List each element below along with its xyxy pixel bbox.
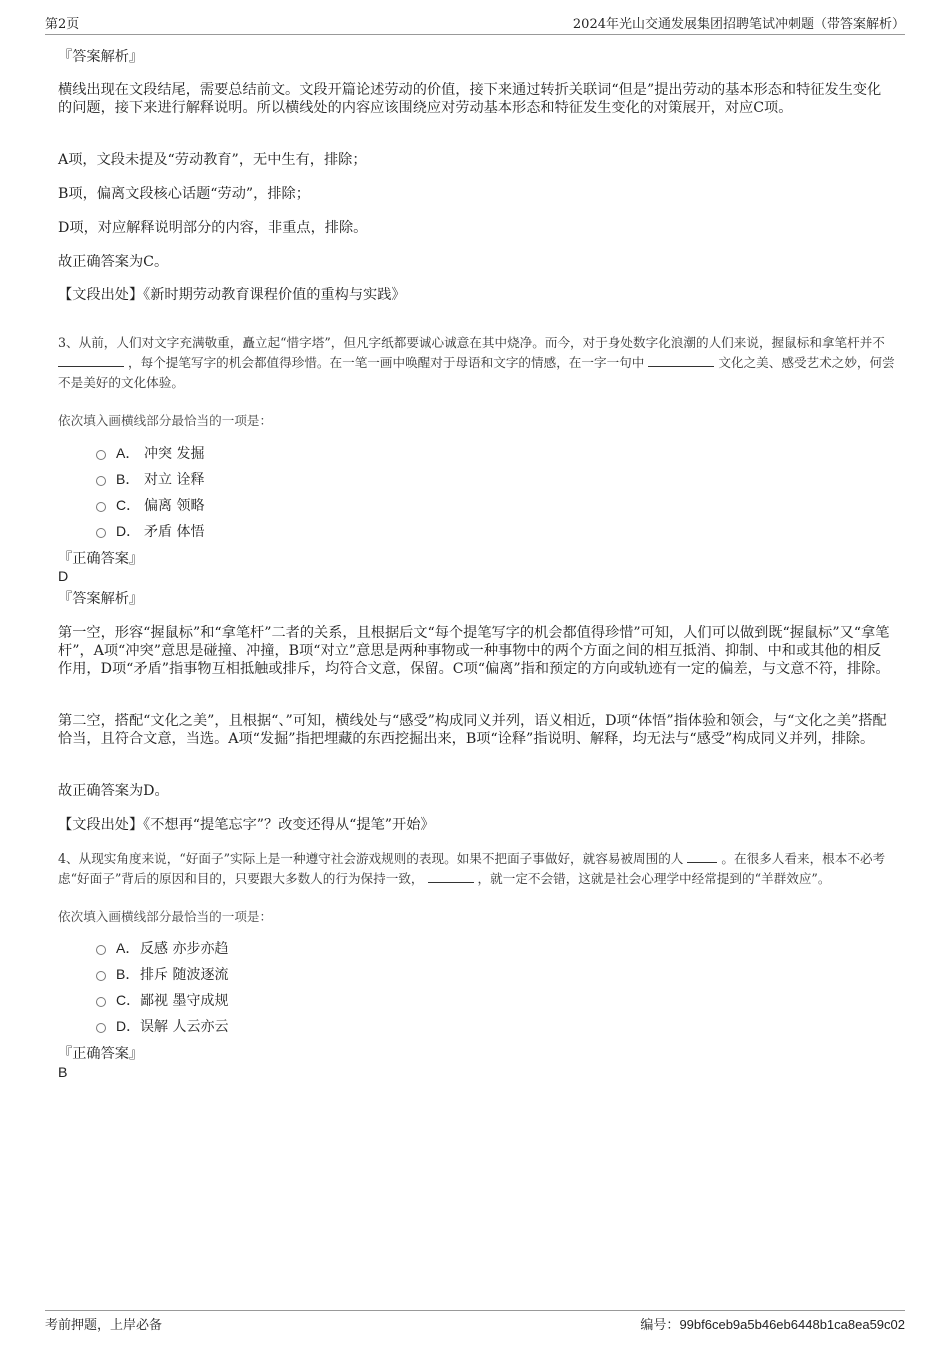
q3-text-part2: ，每个提笔写字的机会都值得珍惜。在一笔一画中唤醒对于母语和文字的情感，在一字一句中 bbox=[128, 355, 645, 370]
q3-conclusion: 故正确答案为D。 bbox=[58, 783, 169, 799]
q2-conclusion: 故正确答案为C。 bbox=[58, 254, 169, 270]
radio-icon[interactable] bbox=[96, 997, 106, 1007]
q3-answer-label: 『正确答案』 bbox=[58, 551, 144, 567]
q3-analysis-paragraph-2: 第二空，搭配“文化之美”，且根据“、”可知，横线处与“感受”构成同义并列，语义相近，D项“体悟”指体验和领会，与“文化之美”搭配恰当，且符合文意，当选。A项“发掘”指把埋藏的东西挖掘出来，B项“诠释”指说明、解释，均无法与“感受”构成同义并列，排除。 bbox=[58, 713, 887, 747]
q3-option-d[interactable]: D． 矛盾 体悟 bbox=[96, 518, 890, 544]
q2-analysis-paragraph: 横线出现在文段结尾，需要总结前文。文段开篇论述劳动的价值，接下来通过转折关联词“但是”提出劳动的基本形态和特征发生变化的问题，接下来进行解释说明。所以横线处的内容应该围绕应对劳动基本形态和特征发生变化的对策展开，对应C项。 bbox=[58, 82, 882, 116]
q3-analysis-paragraph-1: 第一空，形容“握鼠标”和“拿笔杆”二者的关系，且根据后文“每个提笔写字的机会都值得珍惜”可知，人们可以做到既“握鼠标”又“拿笔杆”，A项“冲突”意思是碰撞、冲撞，B项“对立”意思是两种事物或一种事物中的两个方面之间的相互抵消、抑制、中和或其他的相反作用，D项“矛盾”指事物互相抵触或排斥，均符合文意，保留。C项“偏离”指和预定的方向或轨迹有一定的偏差，与文意不符，排除。 bbox=[58, 625, 890, 677]
q2-source: 【文段出处】《新时期劳动教育课程价值的重构与实践》 bbox=[58, 287, 406, 303]
q3-text-part3: 文化之美、感受艺术之妙，何尝不是美好的文化体验。 bbox=[58, 355, 895, 390]
radio-icon[interactable] bbox=[96, 450, 106, 460]
radio-icon[interactable] bbox=[96, 945, 106, 955]
page-header bbox=[45, 12, 905, 35]
q4-text-part2: 。在很多人看来，根本不必考虑“好面子”背后的原因和目的，只要跟大多数人的行为保持一致， bbox=[58, 851, 886, 886]
q3-prompt: 依次填入画横线部分最恰当的一项是： bbox=[58, 413, 273, 428]
q3-blank-2 bbox=[648, 354, 714, 367]
q4-option-c[interactable]: C． 鄙视 墨守成规 bbox=[96, 987, 890, 1013]
q4-text-part3: ，就一定不会错，这就是社会心理学中经常提到的“羊群效应”。 bbox=[477, 871, 831, 886]
radio-icon[interactable] bbox=[96, 971, 106, 981]
q2-analysis-label: 『答案解析』 bbox=[58, 49, 144, 65]
q4-option-d[interactable]: D． 误解 人云亦云 bbox=[96, 1013, 890, 1039]
document-code: 编号：99bf6ceb9a5b46eb6448b1ca8ea59c02 bbox=[640, 1317, 905, 1333]
radio-icon[interactable] bbox=[96, 528, 106, 538]
radio-icon[interactable] bbox=[96, 1023, 106, 1033]
radio-icon[interactable] bbox=[96, 502, 106, 512]
q2-analysis-option-a: A项，文段未提及“劳动教育”，无中生有，排除； bbox=[58, 152, 367, 168]
q3-option-b[interactable]: B． 对立 诠释 bbox=[96, 466, 890, 492]
q2-analysis-option-b: B项，偏离文段核心话题“劳动”，排除； bbox=[58, 186, 310, 202]
q3-blank-1 bbox=[58, 354, 124, 367]
q4-answer: B bbox=[58, 1065, 68, 1081]
q3-analysis-label: 『答案解析』 bbox=[58, 591, 144, 607]
q3-options bbox=[58, 440, 890, 544]
q3-text-part1: 3、从前，人们对文字充满敬重，矗立起“惜字塔”，但凡字纸都要诚心诚意在其中烧净。而今，对于身处数字化浪潮的人们来说，握鼠标和拿笔杆并不 bbox=[58, 335, 885, 350]
q4-option-a[interactable]: A． 反感 亦步亦趋 bbox=[96, 935, 890, 961]
radio-icon[interactable] bbox=[96, 476, 106, 486]
q2-analysis-option-d: D项，对应解释说明部分的内容，非重点，排除。 bbox=[58, 220, 368, 236]
q4-blank-2 bbox=[428, 870, 474, 883]
q4-text-part1: 4、从现实角度来说，“好面子”实际上是一种遵守社会游戏规则的表现。如果不把面子事做好，就容易被周围的人 bbox=[58, 851, 684, 866]
q4-prompt: 依次填入画横线部分最恰当的一项是： bbox=[58, 909, 273, 924]
q3-source: 【文段出处】《不想再“提笔忘字”？改变还得从“提笔”开始》 bbox=[58, 817, 435, 833]
q3-option-c[interactable]: C． 偏离 领略 bbox=[96, 492, 890, 518]
footer-slogan: 考前押题，上岸必备 bbox=[45, 1318, 163, 1333]
document-title: 2024年光山交通发展集团招聘笔试冲刺题（带答案解析） bbox=[572, 17, 905, 32]
q3-option-a[interactable]: A． 冲突 发掘 bbox=[96, 440, 890, 466]
q4-blank-1 bbox=[687, 850, 717, 863]
q3-answer: D bbox=[58, 569, 69, 585]
q4-answer-label: 『正确答案』 bbox=[58, 1046, 144, 1062]
page-number: 第2页 bbox=[45, 17, 80, 32]
q4-options bbox=[58, 935, 890, 1039]
q3-question bbox=[58, 333, 902, 393]
q4-option-b[interactable]: B． 排斥 随波逐流 bbox=[96, 961, 890, 987]
q4-question bbox=[58, 849, 902, 889]
page-footer bbox=[45, 1310, 905, 1333]
